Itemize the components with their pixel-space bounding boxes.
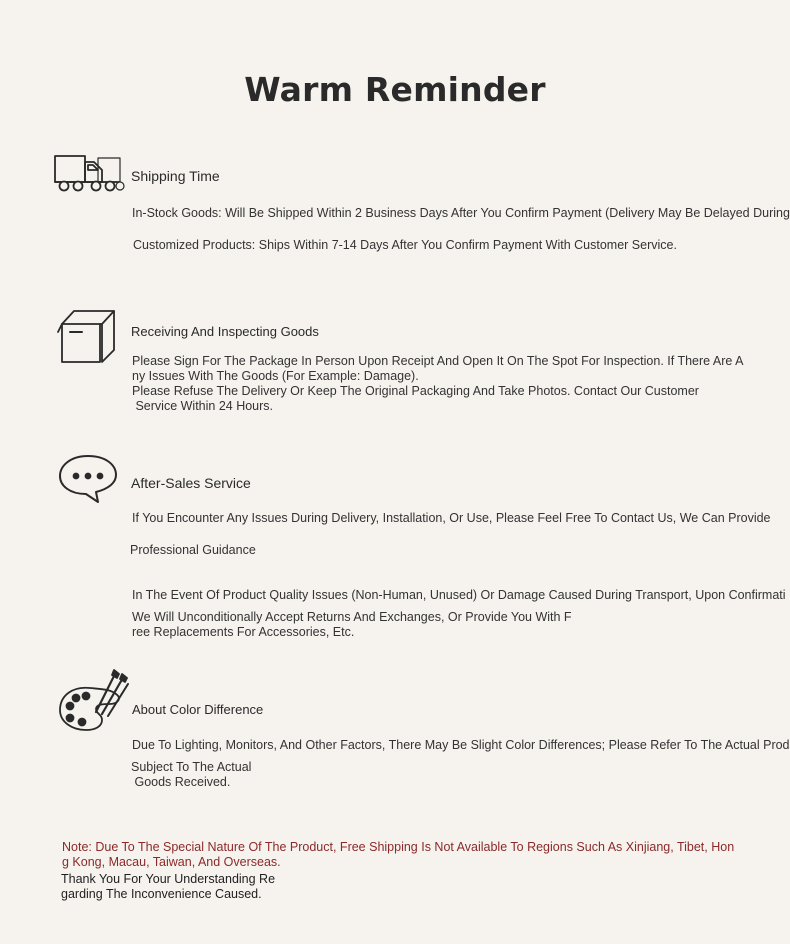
section-paragraph: Due To Lighting, Monitors, And Other Factors, There May Be Slight Color Differences; Please Refer To The Actual Prod xyxy=(132,738,790,752)
section-paragraph: If You Encounter Any Issues During Delivery, Installation, Or Use, Please Feel Free To Contact Us, We Can Provide xyxy=(132,511,771,525)
paint-palette-icon xyxy=(56,666,132,736)
shipping-note: Note: Due To The Special Nature Of The Product, Free Shipping Is Not Available To Regions Such As Xinjiang, Tibet, Hon g Kong, Macau, Taiwan, And Overseas. xyxy=(62,840,735,869)
chat-bubble-icon xyxy=(56,452,120,508)
section-heading-receiving-goods: Receiving And Inspecting Goods xyxy=(131,324,319,339)
section-heading-after-sales: After-Sales Service xyxy=(131,475,251,491)
section-paragraph: Customized Products: Ships Within 7-14 Days After You Confirm Payment With Customer Service. xyxy=(133,238,677,252)
section-heading-color-difference: About Color Difference xyxy=(132,702,264,717)
section-heading-shipping-time: Shipping Time xyxy=(131,168,220,184)
section-paragraph: Professional Guidance xyxy=(130,543,256,557)
truck-icon xyxy=(52,148,132,198)
section-paragraph: Please Sign For The Package In Person Upon Receipt And Open It On The Spot For Inspection. If There Are A ny Issues With The Goods (For Example: Damage). Please Refuse The Delivery Or Keep The Original Packaging And Take Photos. Contact Our Customer Service Within 24 Hours. xyxy=(132,354,744,413)
section-paragraph: We Will Unconditionally Accept Returns And Exchanges, Or Provide You With F ree Replacements For Accessories, Etc. xyxy=(132,610,572,639)
thanks-message: Thank You For Your Understanding Re garding The Inconvenience Caused. xyxy=(61,872,276,901)
section-paragraph: In The Event Of Product Quality Issues (Non-Human, Unused) Or Damage Caused During Transport, Upon Confirmati xyxy=(132,588,786,602)
page-title: Warm Reminder xyxy=(244,70,546,109)
section-paragraph: In-Stock Goods: Will Be Shipped Within 2 Business Days After You Confirm Payment (Delivery May Be Delayed During xyxy=(132,206,790,220)
section-paragraph: Subject To The Actual Goods Received. xyxy=(131,760,252,789)
box-icon xyxy=(56,306,120,366)
